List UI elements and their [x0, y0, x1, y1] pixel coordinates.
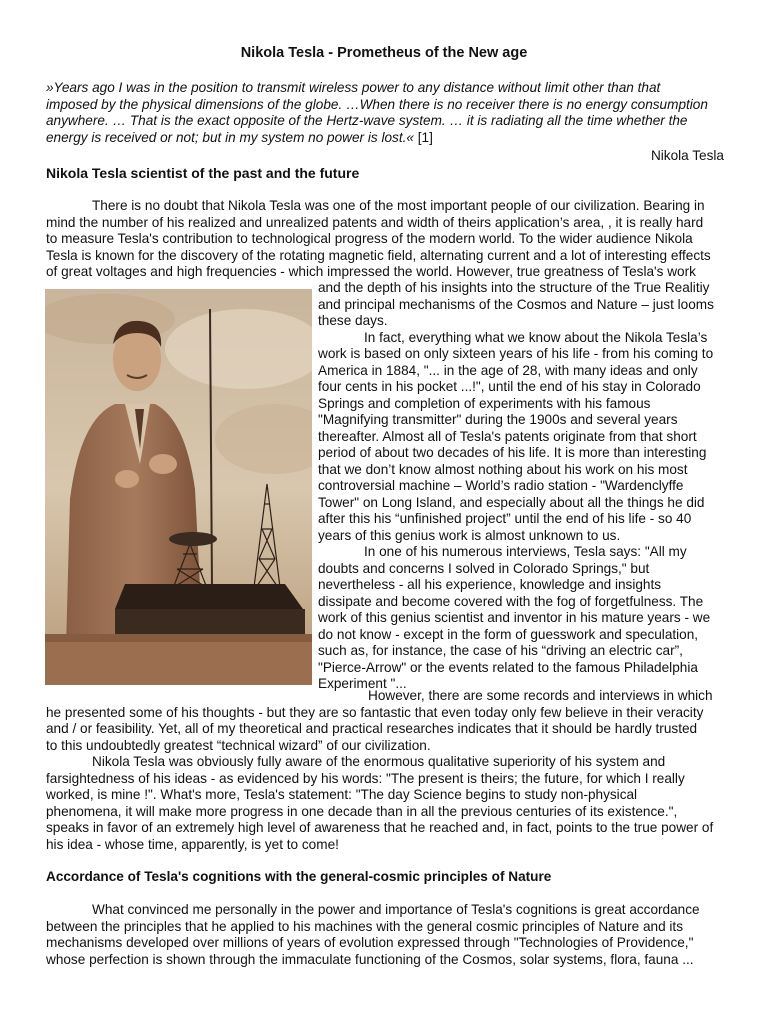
- text-line: In one of his numerous interviews, Tesla says: "All my: [364, 544, 687, 559]
- text-line: Nikola Tesla was obviously fully aware of the enormous qualitative superiority of his system and: [92, 754, 666, 769]
- text-line: work is based on only sixteen years of his life - from his coming to: [318, 346, 714, 361]
- section-heading-accordance: Accordance of Tesla's cognitions with the general-cosmic principles of Nature: [46, 869, 552, 884]
- text-line: that we don’t know almost nothing about his work on his most: [318, 461, 688, 477]
- text-line: his idea - whose time, apparently, is yet to come!: [46, 836, 339, 852]
- quote-line: »Years ago I was in the position to transmit wireless power to any distance without limit other than that: [46, 80, 661, 95]
- text-line: to measure Tesla's contribution to technological progress of the modern world. To the wider audience Nikola: [46, 231, 693, 246]
- text-line: thereafter. Almost all of Tesla's patents originate from that short: [318, 428, 697, 444]
- text-line: do not know - except in the form of guesswork and speculation,: [318, 626, 699, 642]
- quote-author: Nikola Tesla: [650, 148, 724, 163]
- text-line: farsightedness of his ideas - as evidenced by his words: "The present is theirs; the future, for which I really: [46, 770, 685, 786]
- text-line: What convinced me personally in the power and importance of Tesla's cognitions is great accordance: [92, 902, 700, 917]
- text-line: nevertheless - all his experience, knowledge and insights: [318, 577, 662, 592]
- text-line: In fact, everything what we know about the Nikola Tesla’s: [364, 329, 708, 345]
- text-line: whose perfection is shown through the immaculate functioning of the Cosmos, solar systems, flora, fauna ...: [46, 951, 694, 967]
- text-line: after this his “unfinished project” until the end of his life - so 40: [318, 511, 692, 526]
- text-line: of great voltages and high frequencies - which impressed the world. However, true greatness of Tesla's work: [46, 264, 696, 279]
- text-line: years of this genius work is almost unknown to us.: [318, 527, 621, 543]
- paragraph-records: [46, 688, 726, 853]
- text-line: worked, is mine !". What's more, Tesla's statement: "The day Science begins to study non-physical: [46, 787, 638, 802]
- text-line: Tower" on Long Island, and especially about all the things he did: [318, 494, 705, 510]
- paragraph-accordance: [46, 902, 726, 968]
- text-line: between the principles that he applied to his machines with the general cosmic principles of Nature and its: [46, 918, 683, 934]
- column-text: [318, 280, 728, 693]
- document-title: Nikola Tesla - Prometheus of the New age: [240, 45, 528, 61]
- text-line: However, there are some records and interviews in which: [368, 688, 713, 703]
- text-line: and the depth of his insights into the structure of the True Realitiy: [318, 280, 710, 295]
- text-line: speaks in favor of an extremely high level of awareness that he reached and, in fact, points to the true power of: [46, 820, 714, 835]
- text-line: to this undoubtedly greatest “technical wizard” of our civilization.: [46, 737, 431, 753]
- section-heading-past-future: Nikola Tesla scientist of the past and the future: [46, 165, 360, 181]
- text-line: "Magnifying transmitter" during the 1900s and several years: [318, 412, 678, 427]
- citation-ref: [1]: [413, 129, 433, 145]
- quote-line: energy is received or not; but in my system no power is lost.«: [46, 129, 414, 145]
- text-line: work of this genius scientist and inventor in his mature years - we: [318, 610, 711, 625]
- text-line: There is no doubt that Nikola Tesla was one of the most important people of our civilization. Bearing in: [92, 198, 705, 213]
- text-line: Tesla is known for the discovery of the rotating magnetic field, alternating current and a lot of interesting effects: [46, 247, 711, 263]
- quote-line: imposed by the physical dimensions of the globe. …When there is no receiver there is no energy consumption: [46, 96, 708, 112]
- text-line: mechanisms developed over millions of years of evolution expressed through "Technologies of Providence,": [46, 935, 694, 950]
- text-line: and / or feasibility. Yet, all of my theoretical and practical researches indicates that it should be hardly trusted: [46, 721, 698, 736]
- quote-line: anywhere. … That is the exact opposite of the Hertz-wave system. … it is radiating all the time whether the: [46, 113, 688, 129]
- text-line: such as, for instance, the case of his “driving an electric car”,: [318, 643, 683, 658]
- tesla-photo: [45, 289, 312, 685]
- text-line: controversial machine – World’s radio station - "Wardenclyffe: [318, 478, 684, 493]
- text-line: dissipate and become covered with the fog of forgetfulness. The: [318, 593, 704, 609]
- text-line: four cents in his pocket ...!", until the end of his stay in Colorado: [318, 379, 701, 394]
- text-line: mind the number of his realized and unrealized patents and width of theirs application’s area, , it is really hard: [46, 214, 704, 230]
- text-line: Experiment "...: [318, 676, 407, 691]
- paragraph-intro: [46, 198, 726, 281]
- text-line: doubts and concerns I solved in Colorado Springs," but: [318, 560, 650, 576]
- text-line: period of about two decades of his life. It is more than interesting: [318, 445, 707, 460]
- text-line: America in 1884, "... in the age of 28, with many ideas and only: [318, 362, 698, 378]
- text-line: phenomena, it will make more progress in one decade than in all the previous centuries of its existence.",: [46, 803, 678, 819]
- text-line: "Pierce-Arrow" or the events related to the famous Philadelphia: [318, 659, 698, 675]
- text-line: and principal mechanisms of the Cosmos and Nature – just looms: [318, 296, 714, 312]
- text-line: these days.: [318, 313, 388, 328]
- text-line: Springs and completion of experiments with his famous: [318, 395, 651, 411]
- epigraph-quote: [46, 80, 726, 146]
- text-line: he presented some of his thoughts - but they are so fantastic that even today only few believe in their veracity: [46, 704, 704, 720]
